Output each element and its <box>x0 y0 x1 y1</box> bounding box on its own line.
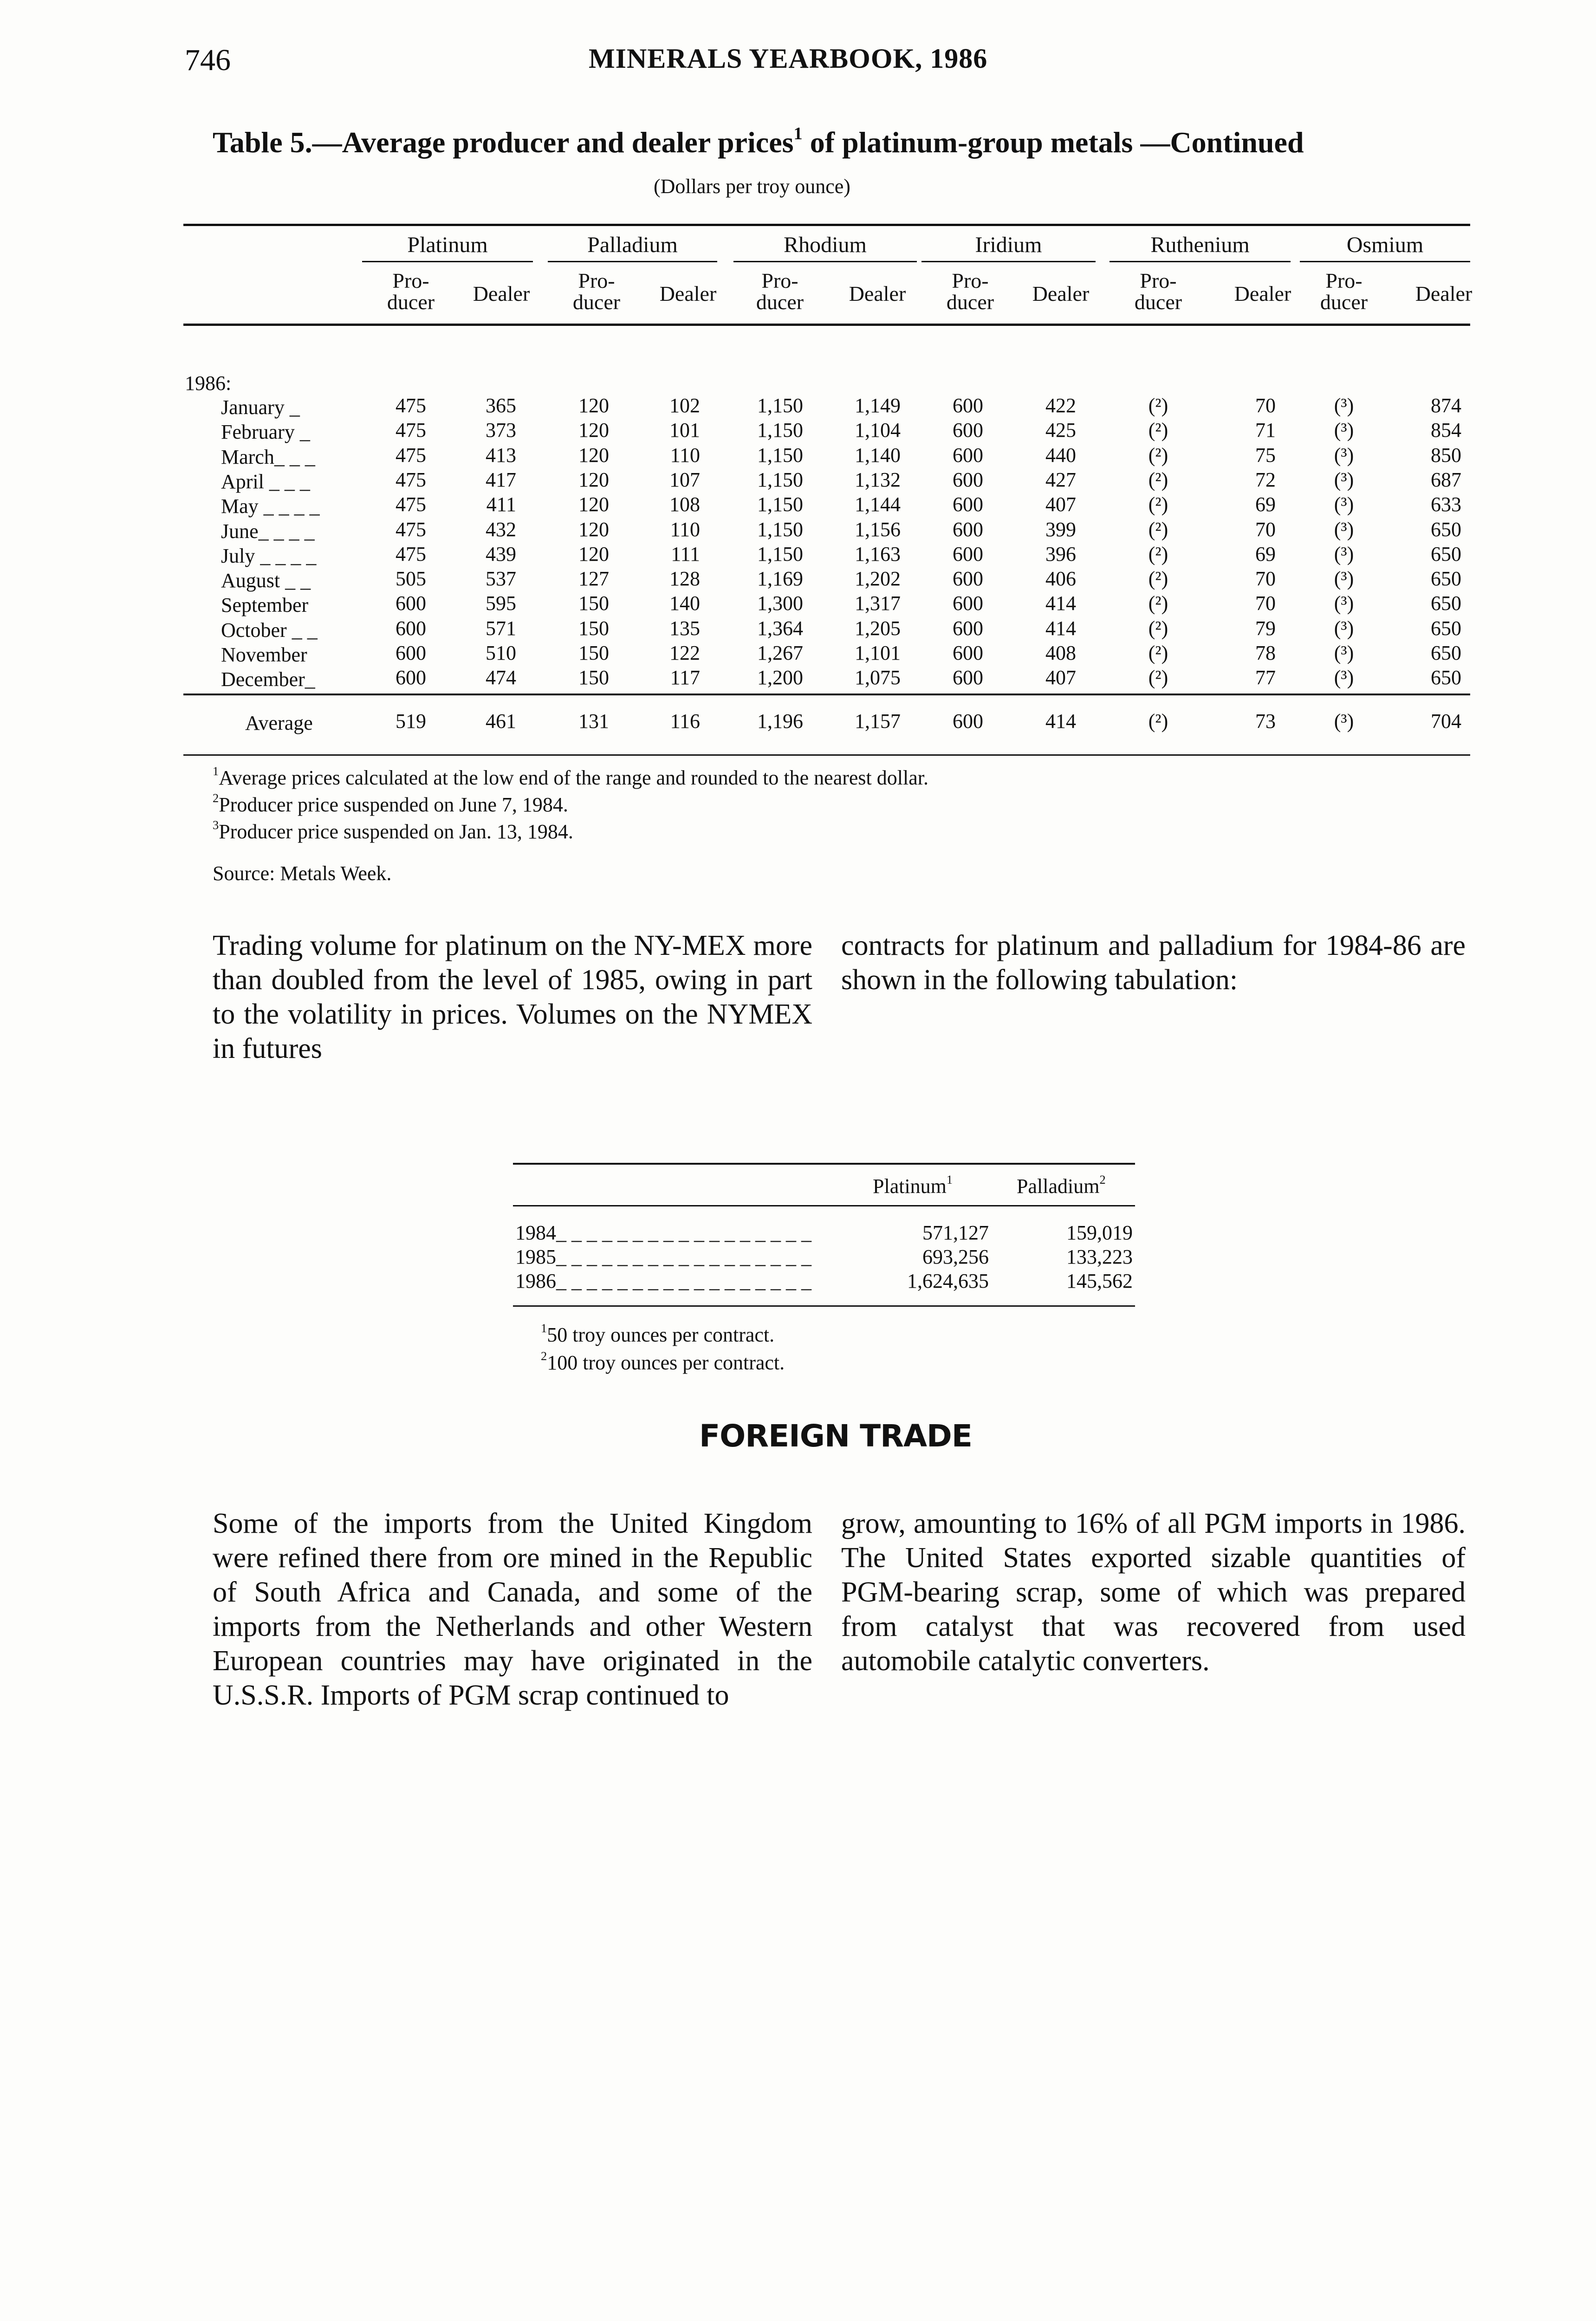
price-cell: 72 <box>1255 468 1276 491</box>
price-cell: 1,144 <box>855 493 901 516</box>
price-cell: 110 <box>670 518 700 541</box>
price-cell: 474 <box>486 666 516 689</box>
price-cell: 850 <box>1431 443 1461 467</box>
price-cell: 1,149 <box>855 394 901 417</box>
caption-tail: of platinum-group metals —Continued <box>802 126 1304 159</box>
price-cell: 120 <box>578 394 609 417</box>
average-cell: 704 <box>1431 710 1461 733</box>
price-cell: 1,150 <box>757 518 803 541</box>
price-cell: 411 <box>486 493 516 516</box>
price-cell: (³) <box>1334 666 1354 689</box>
subheader-producer <box>369 270 453 313</box>
price-cell: 439 <box>486 542 516 565</box>
subheader-dealer: Dealer <box>659 282 717 305</box>
month-label: January _ <box>221 396 300 419</box>
group-underline <box>362 261 533 262</box>
table-footnote <box>213 793 568 817</box>
tabulation-palladium-value: 159,019 <box>1066 1221 1133 1244</box>
caption-footnote-ref: 1 <box>793 123 803 143</box>
price-cell: 600 <box>953 666 983 689</box>
month-label: September <box>221 594 309 617</box>
tabulation-rule <box>513 1205 1135 1206</box>
average-cell: 131 <box>578 710 609 733</box>
subheader-dealer: Dealer <box>1415 282 1473 305</box>
price-cell: 71 <box>1255 419 1276 442</box>
price-cell: 650 <box>1431 518 1461 541</box>
column-group-ruthenium: Ruthenium <box>1150 233 1250 257</box>
subheader-producer <box>738 270 822 313</box>
price-cell: 600 <box>396 592 426 615</box>
price-cell: 600 <box>953 616 983 640</box>
month-label: August _ _ <box>221 569 311 592</box>
price-cell: (³) <box>1334 468 1354 491</box>
price-cell: 69 <box>1255 493 1276 516</box>
price-cell: 1,267 <box>757 642 803 664</box>
price-cell: 117 <box>670 666 700 689</box>
price-cell: (³) <box>1334 592 1354 615</box>
price-cell: 1,205 <box>855 616 901 640</box>
price-cell: 600 <box>953 542 983 565</box>
price-cell: 1,132 <box>855 468 901 491</box>
table-caption <box>213 125 1304 160</box>
price-cell: 537 <box>486 567 516 590</box>
price-cell: (³) <box>1334 443 1354 467</box>
column-group-osmium: Osmium <box>1346 233 1424 257</box>
average-cell: 414 <box>1045 710 1076 733</box>
price-cell: 120 <box>578 419 609 442</box>
price-cell: 110 <box>670 443 700 467</box>
subheader-producer <box>928 270 1012 313</box>
month-label: November <box>221 643 307 666</box>
price-cell: 1,075 <box>855 666 901 689</box>
tabulation-year: 1984_ _ _ _ _ _ _ _ _ _ _ _ _ _ _ _ _ <box>515 1221 811 1244</box>
price-cell: 120 <box>578 518 609 541</box>
price-cell: 1,300 <box>757 592 803 615</box>
price-cell: 102 <box>669 394 700 417</box>
subheader-dealer: Dealer <box>473 282 530 305</box>
price-cell: 510 <box>486 642 516 664</box>
price-cell: (²) <box>1148 592 1168 615</box>
paragraph-foreign-trade-left: Some of the imports from the United Kingdom were refined there from ore mined in the Republic of South Africa and Canada, and some of the imports from the Netherlands and other Western European countries may have originated in the U.S.S.R. Imports of PGM scrap continued to <box>213 1508 812 1711</box>
subheader-producer-line1: Pro- <box>952 269 989 292</box>
price-cell: (²) <box>1148 443 1168 467</box>
subheader-producer-line1: Pro- <box>1140 269 1177 292</box>
price-cell: 135 <box>669 616 700 640</box>
tabulation-palladium-value: 145,562 <box>1066 1270 1133 1292</box>
subheader-dealer: Dealer <box>1032 282 1090 305</box>
price-cell: 600 <box>953 394 983 417</box>
tabulation-header-palladium <box>1017 1174 1106 1198</box>
subheader-producer <box>1302 270 1386 313</box>
column-group-iridium: Iridium <box>975 233 1042 257</box>
price-cell: 874 <box>1431 394 1461 417</box>
subheader-producer-line1: Pro- <box>392 269 429 292</box>
month-label: April _ _ _ <box>221 470 310 493</box>
price-cell: 425 <box>1045 419 1076 442</box>
price-cell: 475 <box>396 394 426 417</box>
price-cell: 1,150 <box>757 394 803 417</box>
price-cell: 475 <box>396 518 426 541</box>
price-cell: 1,156 <box>855 518 901 541</box>
footnote-marker: 2 <box>541 1349 547 1363</box>
table-units: (Dollars per troy ounce) <box>654 175 850 198</box>
price-cell: 854 <box>1431 419 1461 442</box>
price-cell: 1,104 <box>855 419 901 442</box>
price-cell: (²) <box>1148 642 1168 664</box>
subheader-producer-line1: Pro- <box>761 269 798 292</box>
subheader-producer-line2: ducer <box>387 290 435 314</box>
price-cell: 595 <box>486 592 516 615</box>
price-cell: (²) <box>1148 666 1168 689</box>
average-cell: 461 <box>486 710 516 733</box>
price-cell: (³) <box>1334 518 1354 541</box>
month-label: June_ _ _ _ <box>221 519 315 543</box>
footnote-marker: 1 <box>213 764 219 778</box>
group-underline <box>548 261 717 262</box>
price-cell: 111 <box>671 542 700 565</box>
price-cell: (²) <box>1148 567 1168 590</box>
price-cell: 365 <box>486 394 516 417</box>
page-number: 746 <box>185 43 231 77</box>
price-cell: 600 <box>396 616 426 640</box>
column-group-palladium: Palladium <box>587 233 678 257</box>
footnote-text: 100 troy ounces per contract. <box>547 1351 785 1374</box>
price-cell: (³) <box>1334 567 1354 590</box>
price-cell: (³) <box>1334 642 1354 664</box>
price-cell: 600 <box>396 666 426 689</box>
price-cell: 120 <box>578 468 609 491</box>
price-cell: 600 <box>953 518 983 541</box>
price-cell: 600 <box>953 468 983 491</box>
month-label: May _ _ _ _ <box>221 495 320 518</box>
table-rule <box>183 754 1470 756</box>
subheader-producer-line2: ducer <box>756 290 804 314</box>
table-footnote <box>213 766 928 790</box>
price-cell: 70 <box>1255 567 1276 590</box>
price-cell: 407 <box>1045 666 1076 689</box>
price-cell: 1,202 <box>855 567 901 590</box>
price-cell: 408 <box>1045 642 1076 664</box>
price-cell: 600 <box>953 567 983 590</box>
price-cell: 1,163 <box>855 542 901 565</box>
subheader-producer <box>1116 270 1200 313</box>
table-footnote <box>213 820 573 843</box>
price-cell: (²) <box>1148 468 1168 491</box>
price-cell: 122 <box>669 642 700 664</box>
footnote-marker: 3 <box>213 818 219 832</box>
price-cell: 1,364 <box>757 616 803 640</box>
price-cell: 600 <box>953 592 983 615</box>
average-cell: 73 <box>1255 710 1276 733</box>
tabulation-palladium-value: 133,223 <box>1066 1245 1133 1268</box>
average-cell: 519 <box>396 710 426 733</box>
price-cell: (³) <box>1334 616 1354 640</box>
price-cell: 1,150 <box>757 468 803 491</box>
footnote-text: Producer price suspended on Jan. 13, 1984. <box>219 820 573 843</box>
month-label: March_ _ _ <box>221 445 315 468</box>
price-cell: 108 <box>669 493 700 516</box>
tabulation-footnote <box>541 1351 785 1374</box>
group-underline <box>733 261 917 262</box>
price-cell: (²) <box>1148 542 1168 565</box>
table-rule <box>183 324 1470 326</box>
price-cell: 475 <box>396 493 426 516</box>
price-cell: 600 <box>953 493 983 516</box>
price-cell: 150 <box>578 642 609 664</box>
price-cell: (³) <box>1334 419 1354 442</box>
price-cell: 1,101 <box>855 642 901 664</box>
price-cell: 373 <box>486 419 516 442</box>
price-cell: 422 <box>1045 394 1076 417</box>
price-cell: 69 <box>1255 542 1276 565</box>
paragraph-foreign-trade-right: grow, amounting to 16% of all PGM imports in 1986. The United States exported sizable quantities of PGM-bearing scrap, some of which was prepared from catalyst that was recovered from used automobile catalytic converters. <box>841 1508 1466 1677</box>
column-group-platinum: Platinum <box>407 233 488 257</box>
price-cell: 70 <box>1255 592 1276 615</box>
footnote-text: 50 troy ounces per contract. <box>547 1323 775 1346</box>
table-rule <box>183 694 1470 695</box>
tabulation-platinum-value: 1,624,635 <box>907 1270 989 1292</box>
month-label: February _ <box>221 421 310 444</box>
price-cell: 600 <box>953 642 983 664</box>
average-row-label: Average <box>245 712 313 734</box>
price-cell: 414 <box>1045 616 1076 640</box>
footnote-text: Producer price suspended on June 7, 1984. <box>219 793 568 816</box>
price-cell: (²) <box>1148 419 1168 442</box>
price-cell: (²) <box>1148 394 1168 417</box>
subheader-producer-line1: Pro- <box>578 269 615 292</box>
price-cell: 687 <box>1431 468 1461 491</box>
section-heading-foreign-trade: FOREIGN TRADE <box>699 1418 972 1454</box>
group-underline <box>1300 261 1470 262</box>
price-cell: 70 <box>1255 518 1276 541</box>
month-label: July _ _ _ _ <box>221 544 317 567</box>
price-cell: 650 <box>1431 642 1461 664</box>
price-cell: 650 <box>1431 542 1461 565</box>
price-cell: 120 <box>578 542 609 565</box>
price-cell: (²) <box>1148 518 1168 541</box>
price-cell: 505 <box>396 567 426 590</box>
price-cell: 1,150 <box>757 443 803 467</box>
caption-main: Table 5.—Average producer and dealer prices <box>213 126 794 159</box>
price-cell: 650 <box>1431 616 1461 640</box>
price-cell: 150 <box>578 592 609 615</box>
year-label: 1986: <box>185 372 232 395</box>
price-cell: 475 <box>396 542 426 565</box>
header-text: Platinum <box>873 1175 947 1198</box>
tabulation-footnote <box>541 1323 774 1347</box>
price-cell: 396 <box>1045 542 1076 565</box>
subheader-producer-line2: ducer <box>946 290 994 314</box>
price-cell: 75 <box>1255 443 1276 467</box>
price-cell: 79 <box>1255 616 1276 640</box>
month-label: December_ <box>221 668 315 691</box>
average-cell: 1,196 <box>757 710 803 733</box>
group-underline <box>1109 261 1291 262</box>
price-cell: 406 <box>1045 567 1076 590</box>
tabulation-header-platinum <box>873 1174 953 1198</box>
tabulation-year: 1986_ _ _ _ _ _ _ _ _ _ _ _ _ _ _ _ _ <box>515 1270 811 1292</box>
group-underline <box>921 261 1096 262</box>
price-cell: 475 <box>396 419 426 442</box>
price-cell: (²) <box>1148 616 1168 640</box>
subheader-producer <box>555 270 638 313</box>
footnote-marker: 2 <box>1099 1173 1106 1187</box>
price-cell: (³) <box>1334 394 1354 417</box>
price-cell: 150 <box>578 616 609 640</box>
footnote-marker: 1 <box>541 1321 547 1336</box>
price-cell: 432 <box>486 518 516 541</box>
subheader-dealer: Dealer <box>1234 282 1291 305</box>
price-cell: 650 <box>1431 666 1461 689</box>
subheader-producer-line2: ducer <box>1320 290 1368 314</box>
price-cell: 1,150 <box>757 419 803 442</box>
price-cell: 475 <box>396 443 426 467</box>
price-cell: 475 <box>396 468 426 491</box>
price-cell: 101 <box>669 419 700 442</box>
footnote-marker: 2 <box>213 791 219 805</box>
price-cell: 1,317 <box>855 592 901 615</box>
price-cell: 600 <box>953 419 983 442</box>
price-cell: 1,169 <box>757 567 803 590</box>
column-group-rhodium: Rhodium <box>784 233 867 257</box>
footnote-marker: 1 <box>946 1173 953 1187</box>
subheader-dealer: Dealer <box>849 282 906 305</box>
month-label: October _ _ <box>221 618 318 642</box>
price-cell: 600 <box>396 642 426 664</box>
price-cell: 70 <box>1255 394 1276 417</box>
price-cell: 413 <box>486 443 516 467</box>
tabulation-rule <box>513 1305 1135 1307</box>
subheader-producer-line2: ducer <box>572 290 621 314</box>
average-cell: 1,157 <box>855 710 901 733</box>
subheader-producer-line2: ducer <box>1134 290 1182 314</box>
average-cell: (³) <box>1334 710 1354 733</box>
price-cell: 77 <box>1255 666 1276 689</box>
price-cell: 399 <box>1045 518 1076 541</box>
price-cell: 414 <box>1045 592 1076 615</box>
tabulation-rule <box>513 1163 1135 1165</box>
subheader-producer-line1: Pro- <box>1325 269 1362 292</box>
price-cell: 1,140 <box>855 443 901 467</box>
price-cell: 150 <box>578 666 609 689</box>
tabulation-year: 1985_ _ _ _ _ _ _ _ _ _ _ _ _ _ _ _ _ <box>515 1245 811 1268</box>
footnote-text: Average prices calculated at the low end of the range and rounded to the nearest dollar. <box>219 766 928 789</box>
price-cell: (³) <box>1334 542 1354 565</box>
average-cell: 116 <box>670 710 700 733</box>
price-cell: 128 <box>669 567 700 590</box>
price-cell: 127 <box>578 567 609 590</box>
price-cell: 633 <box>1431 493 1461 516</box>
tabulation-platinum-value: 693,256 <box>922 1245 989 1268</box>
tabulation-platinum-value: 571,127 <box>922 1221 989 1244</box>
price-cell: 1,150 <box>757 493 803 516</box>
header-text: Palladium <box>1017 1175 1100 1198</box>
price-cell: 78 <box>1255 642 1276 664</box>
price-cell: 427 <box>1045 468 1076 491</box>
average-cell: (²) <box>1148 710 1168 733</box>
price-cell: 650 <box>1431 567 1461 590</box>
price-cell: (²) <box>1148 493 1168 516</box>
price-cell: 571 <box>486 616 516 640</box>
price-cell: 1,200 <box>757 666 803 689</box>
price-cell: 140 <box>669 592 700 615</box>
paragraph-trading-volume-right: contracts for platinum and palladium for 1984-86 are shown in the following tabulation: <box>841 930 1466 996</box>
paragraph-trading-volume-left: Trading volume for platinum on the NY-MEX more than doubled from the level of 1985, owing in part to the volatility in prices. Volumes on the NYMEX in futures <box>213 930 812 1064</box>
price-cell: 600 <box>953 443 983 467</box>
average-cell: 600 <box>953 710 983 733</box>
price-cell: (³) <box>1334 493 1354 516</box>
running-title: MINERALS YEARBOOK, 1986 <box>589 43 988 74</box>
table-rule <box>183 224 1470 226</box>
price-cell: 650 <box>1431 592 1461 615</box>
price-cell: 417 <box>486 468 516 491</box>
price-cell: 120 <box>578 443 609 467</box>
price-cell: 440 <box>1045 443 1076 467</box>
price-cell: 120 <box>578 493 609 516</box>
price-cell: 107 <box>669 468 700 491</box>
price-cell: 407 <box>1045 493 1076 516</box>
price-cell: 1,150 <box>757 542 803 565</box>
table-source: Source: Metals Week. <box>213 862 392 885</box>
